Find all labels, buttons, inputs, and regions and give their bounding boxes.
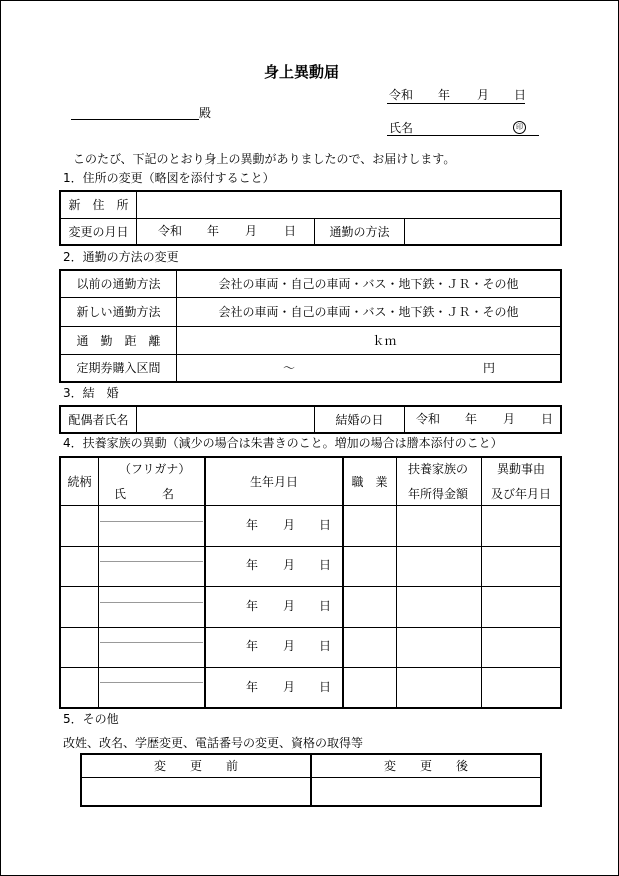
section5-heading: 5．その他 xyxy=(63,712,119,726)
pass-label: 定期券購入区間 xyxy=(76,361,161,375)
section1-heading: 1．住所の変更（略図を添付すること） xyxy=(63,171,275,185)
row-birth-year: 年 xyxy=(246,680,259,694)
header-name: 氏 名 xyxy=(114,487,175,501)
section3-heading: 3．結 婚 xyxy=(63,386,119,400)
other-row-divider xyxy=(81,777,541,778)
commute-method-field[interactable] xyxy=(406,220,560,244)
address-col-divider xyxy=(136,191,137,245)
commute-method-label: 通勤の方法 xyxy=(329,225,390,239)
change-date-month: 月 xyxy=(245,224,258,238)
marriage-era: 令和 xyxy=(416,412,441,426)
header-reason-2: 及び年月日 xyxy=(491,487,552,501)
header-relation: 続柄 xyxy=(67,474,92,489)
name-field[interactable] xyxy=(387,135,539,136)
furigana-line xyxy=(100,602,203,603)
dep-col-divider-4 xyxy=(396,457,397,708)
furigana-line xyxy=(100,521,203,522)
date-month: 月 xyxy=(477,88,490,102)
intro-text: このたび、下記のとおり身上の異動がありましたので、お届けします。 xyxy=(73,152,456,166)
marriage-col-divider-3 xyxy=(404,406,405,433)
section2-heading: 2．通勤の方法の変更 xyxy=(63,250,179,264)
dep-row-divider-2 xyxy=(60,586,561,587)
date-year: 年 xyxy=(438,88,451,102)
distance-label: 通 勤 距 離 xyxy=(76,333,161,348)
header-income-2: 年所得金額 xyxy=(408,487,469,501)
distance-unit[interactable]: ｋｍ xyxy=(372,333,397,348)
marriage-year: 年 xyxy=(465,412,478,426)
before-field[interactable] xyxy=(82,779,309,805)
addressee-field[interactable] xyxy=(71,119,199,120)
section4-heading: 4．扶養家族の異動（減少の場合は朱書きのこと。増加の場合は謄本添付のこと） xyxy=(63,436,503,450)
header-birth: 生年月日 xyxy=(249,474,298,489)
row-birth-day: 日 xyxy=(319,639,332,653)
new-address-field[interactable] xyxy=(138,192,560,217)
date-era: 令和 xyxy=(389,88,414,102)
row-birth-day: 日 xyxy=(319,518,332,532)
row-birth-day: 日 xyxy=(319,599,332,613)
furigana-line xyxy=(100,682,203,683)
row-birth-month: 月 xyxy=(283,558,296,572)
row-birth-year: 年 xyxy=(246,599,259,613)
change-date-era: 令和 xyxy=(158,224,183,238)
row-birth-year: 年 xyxy=(246,639,259,653)
marriage-col-divider-1 xyxy=(136,406,137,433)
row-birth-year: 年 xyxy=(246,518,259,532)
dep-row-divider-1 xyxy=(60,546,561,547)
date-underline xyxy=(387,103,525,104)
dep-col-divider-5 xyxy=(481,457,482,708)
header-income-1: 扶養家族の xyxy=(408,462,469,476)
row-birth-month: 月 xyxy=(283,518,296,532)
furigana-line xyxy=(100,642,203,643)
after-field[interactable] xyxy=(313,779,540,805)
prev-method-options[interactable]: 会社の車両・自己の車両・バス・地下鉄・ＪＲ・その他 xyxy=(218,277,519,291)
spouse-field[interactable] xyxy=(138,407,313,432)
form-title: 身上異動届 xyxy=(264,63,340,81)
dep-row-divider-0 xyxy=(60,505,561,506)
dep-col-divider-1 xyxy=(98,457,99,708)
marriage-date-label: 結婚の日 xyxy=(335,412,384,427)
change-date-year: 年 xyxy=(207,224,220,238)
row-birth-month: 月 xyxy=(283,639,296,653)
before-label: 変 更 前 xyxy=(153,759,238,773)
row-birth-month: 月 xyxy=(283,680,296,694)
furigana-line xyxy=(100,561,203,562)
dep-row-divider-4 xyxy=(60,667,561,668)
addressee-suffix: 殿 xyxy=(199,106,212,120)
row-birth-day: 日 xyxy=(319,680,332,694)
after-label: 変 更 後 xyxy=(383,759,468,773)
pass-yen: 円 xyxy=(483,361,496,375)
change-date-day: 日 xyxy=(284,224,297,238)
date-day: 日 xyxy=(514,88,527,102)
new-method-label: 新しい通勤方法 xyxy=(76,305,161,319)
row-birth-day: 日 xyxy=(319,558,332,572)
new-method-options[interactable]: 会社の車両・自己の車両・バス・地下鉄・ＪＲ・その他 xyxy=(218,305,519,319)
dep-row-divider-3 xyxy=(60,627,561,628)
change-date-label: 変更の月日 xyxy=(68,225,129,239)
section5-note: 改姓、改名、学歴変更、電話番号の変更、資格の取得等 xyxy=(63,736,364,750)
row-birth-year: 年 xyxy=(246,558,259,572)
row-birth-month: 月 xyxy=(283,599,296,613)
marriage-day: 日 xyxy=(541,412,554,426)
seal-mark: 印 xyxy=(513,121,526,134)
marriage-month: 月 xyxy=(503,412,516,426)
header-furigana: （フリガナ） xyxy=(119,462,191,476)
new-address-label: 新 住 所 xyxy=(68,198,129,212)
header-reason-1: 異動事由 xyxy=(497,462,546,476)
header-occupation: 職 業 xyxy=(351,474,388,489)
spouse-label: 配偶者氏名 xyxy=(68,412,129,427)
name-label: 氏名 xyxy=(389,121,414,135)
address-col-divider-3 xyxy=(404,219,405,245)
prev-method-label: 以前の通勤方法 xyxy=(76,277,161,291)
pass-tilde: ～ xyxy=(283,361,296,375)
